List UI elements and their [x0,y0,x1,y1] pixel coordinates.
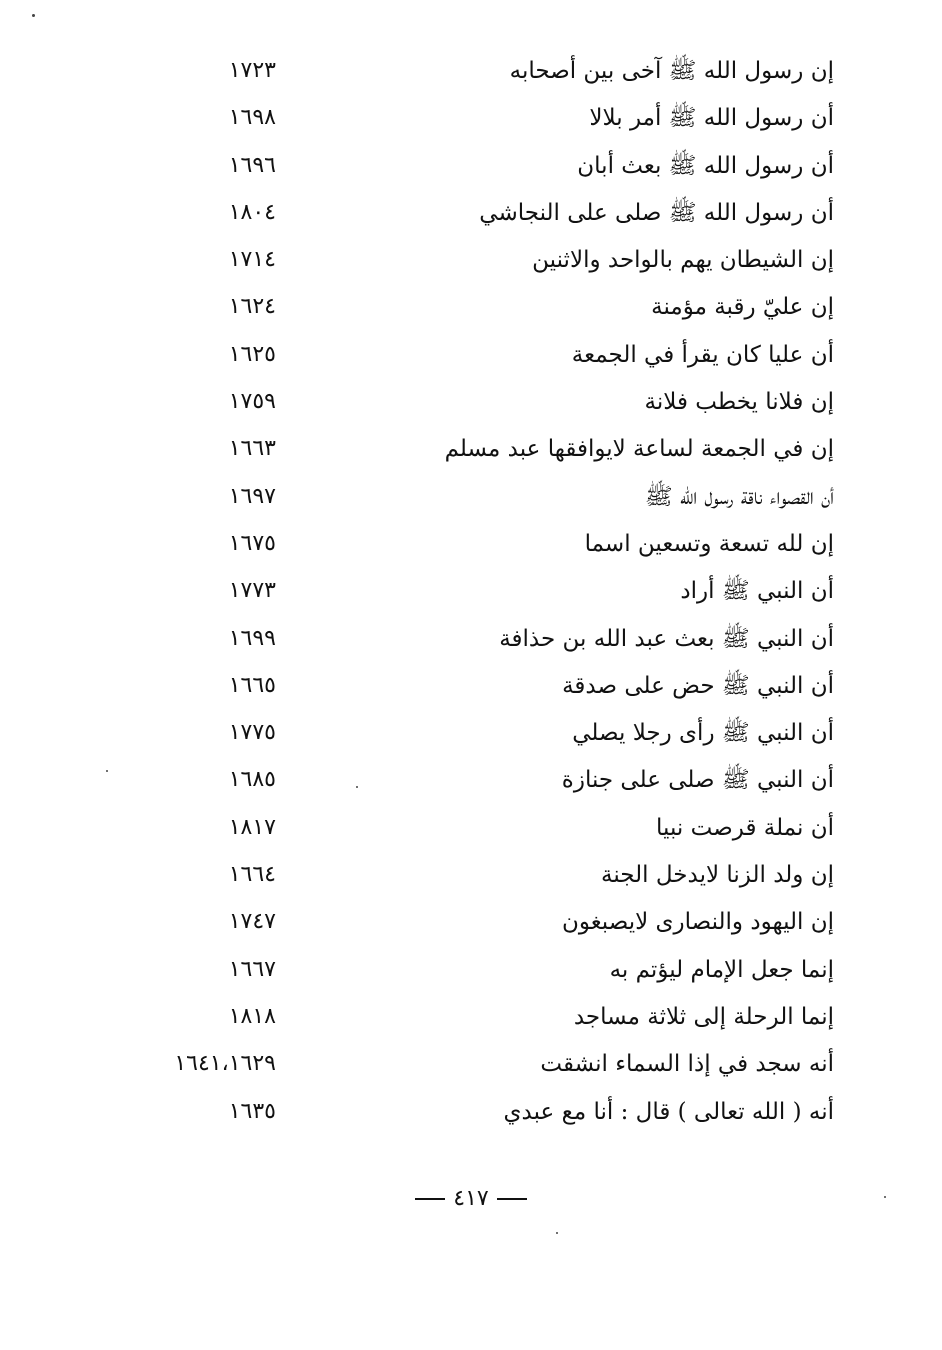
list-item [0,947,942,994]
list-item [0,757,942,804]
entry-text: إن فلانا يخطب فلانة [644,389,834,416]
list-item [0,426,942,473]
list-item [0,1041,942,1088]
list-item [0,710,942,757]
entry-text: أن رسول الله ﷺ بعث أبان [577,152,834,179]
scan-speck [556,1232,558,1234]
scan-speck [356,786,358,788]
entry-text: إن لله تسعة وتسعين اسما [584,530,834,557]
entry-text: أن رسول الله ﷺ أمر بلالا [589,105,834,132]
list-item [0,521,942,568]
entry-text: أن القصواء ناقة رسول الله ﷺ [644,483,834,510]
entry-number: ١٨٠٤ [228,199,276,225]
entry-text: إن ولد الزنا لايدخل الجنة [601,862,834,889]
scan-speck [32,14,35,17]
scan-speck [106,770,108,772]
entry-text: إن اليهود والنصارى لايصبغون [561,909,834,936]
entry-number: ١٦٧٥ [228,530,276,556]
entry-text: إن عليّ رقبة مؤمنة [651,294,834,321]
entry-number: ١٧٧٣ [228,578,276,604]
list-item [0,190,942,237]
list-item [0,616,942,663]
list-item [0,95,942,142]
list-item [0,284,942,331]
entry-number: ١٨١٨ [228,1003,276,1029]
entry-number: ١٦٩٩ [228,625,276,651]
entry-number: ١٦٦٤ [228,862,276,888]
entry-number: ١٧٥٩ [228,389,276,415]
entry-number: ١٦٦٥ [228,672,276,698]
entry-text: أن النبي ﷺ أراد [680,578,834,605]
entry-text: أن نملة قرصت نبيا [656,814,834,841]
list-item [0,474,942,521]
left-dash [415,1198,445,1200]
entry-number: ١٦٩٦ [228,152,276,178]
list-item [0,143,942,190]
page-number: ٤١٧ [453,1186,489,1211]
entry-number: ١٦٢٤ [228,294,276,320]
entry-text: أن رسول الله ﷺ صلى على النجاشي [479,199,834,226]
list-item [0,852,942,899]
entry-text: أن النبي ﷺ بعث عبد الله بن حذافة [499,625,834,652]
hadith-index-list [0,48,942,1136]
list-item [0,805,942,852]
list-item [0,48,942,95]
entry-number: ١٦٦٧ [228,956,276,982]
entry-number: ١٧٢٣ [228,58,276,83]
entry-text: أن النبي ﷺ صلى على جنازة [561,767,834,794]
list-item [0,1089,942,1136]
list-item [0,379,942,426]
page-footer [0,1184,942,1214]
list-item [0,899,942,946]
entry-number: ١٧٧٥ [228,720,276,746]
entry-number: ١٦٩٧ [228,483,276,509]
entry-number: ١٦٩٨ [228,105,276,131]
entry-number: ١٦٦٣ [228,436,276,462]
entry-text: أن النبي ﷺ حض على صدقة [562,672,834,699]
entry-text: إن رسول الله ﷺ آخى بين أصحابه [509,58,834,84]
entry-text: إنما جعل الإمام ليؤتم به [609,956,834,983]
list-item [0,663,942,710]
entry-text: إن الشيطان يهم بالواحد والاثنين [532,247,834,274]
entry-number: ١٨١٧ [228,814,276,840]
entry-number: ١٦٢٥ [228,341,276,367]
entry-number: ١٦٣٥ [228,1098,276,1124]
list-item [0,237,942,284]
entry-number: ١٦٨٥ [228,767,276,793]
right-dash [497,1198,527,1200]
list-item [0,994,942,1041]
scan-speck [884,1196,886,1198]
entry-text: إنما الرحلة إلى ثلاثة مساجد [573,1003,834,1030]
entry-number: ١٧١٤ [228,247,276,273]
list-item [0,568,942,615]
entry-number: ١٦٤١،١٦٢٩ [174,1051,276,1077]
entry-text: أن النبي ﷺ رأى رجلا يصلي [572,720,834,747]
entry-text: أن عليا كان يقرأ في الجمعة [571,341,834,368]
entry-number: ١٧٤٧ [228,909,276,935]
entry-text: أنه سجد في إذا السماء انشقت [540,1051,834,1078]
entry-text: إن في الجمعة لساعة لايوافقها عبد مسلم [444,436,834,463]
list-item [0,332,942,379]
entry-text: أنه ( الله تعالى ) قال : أنا مع عبدي [503,1098,834,1125]
